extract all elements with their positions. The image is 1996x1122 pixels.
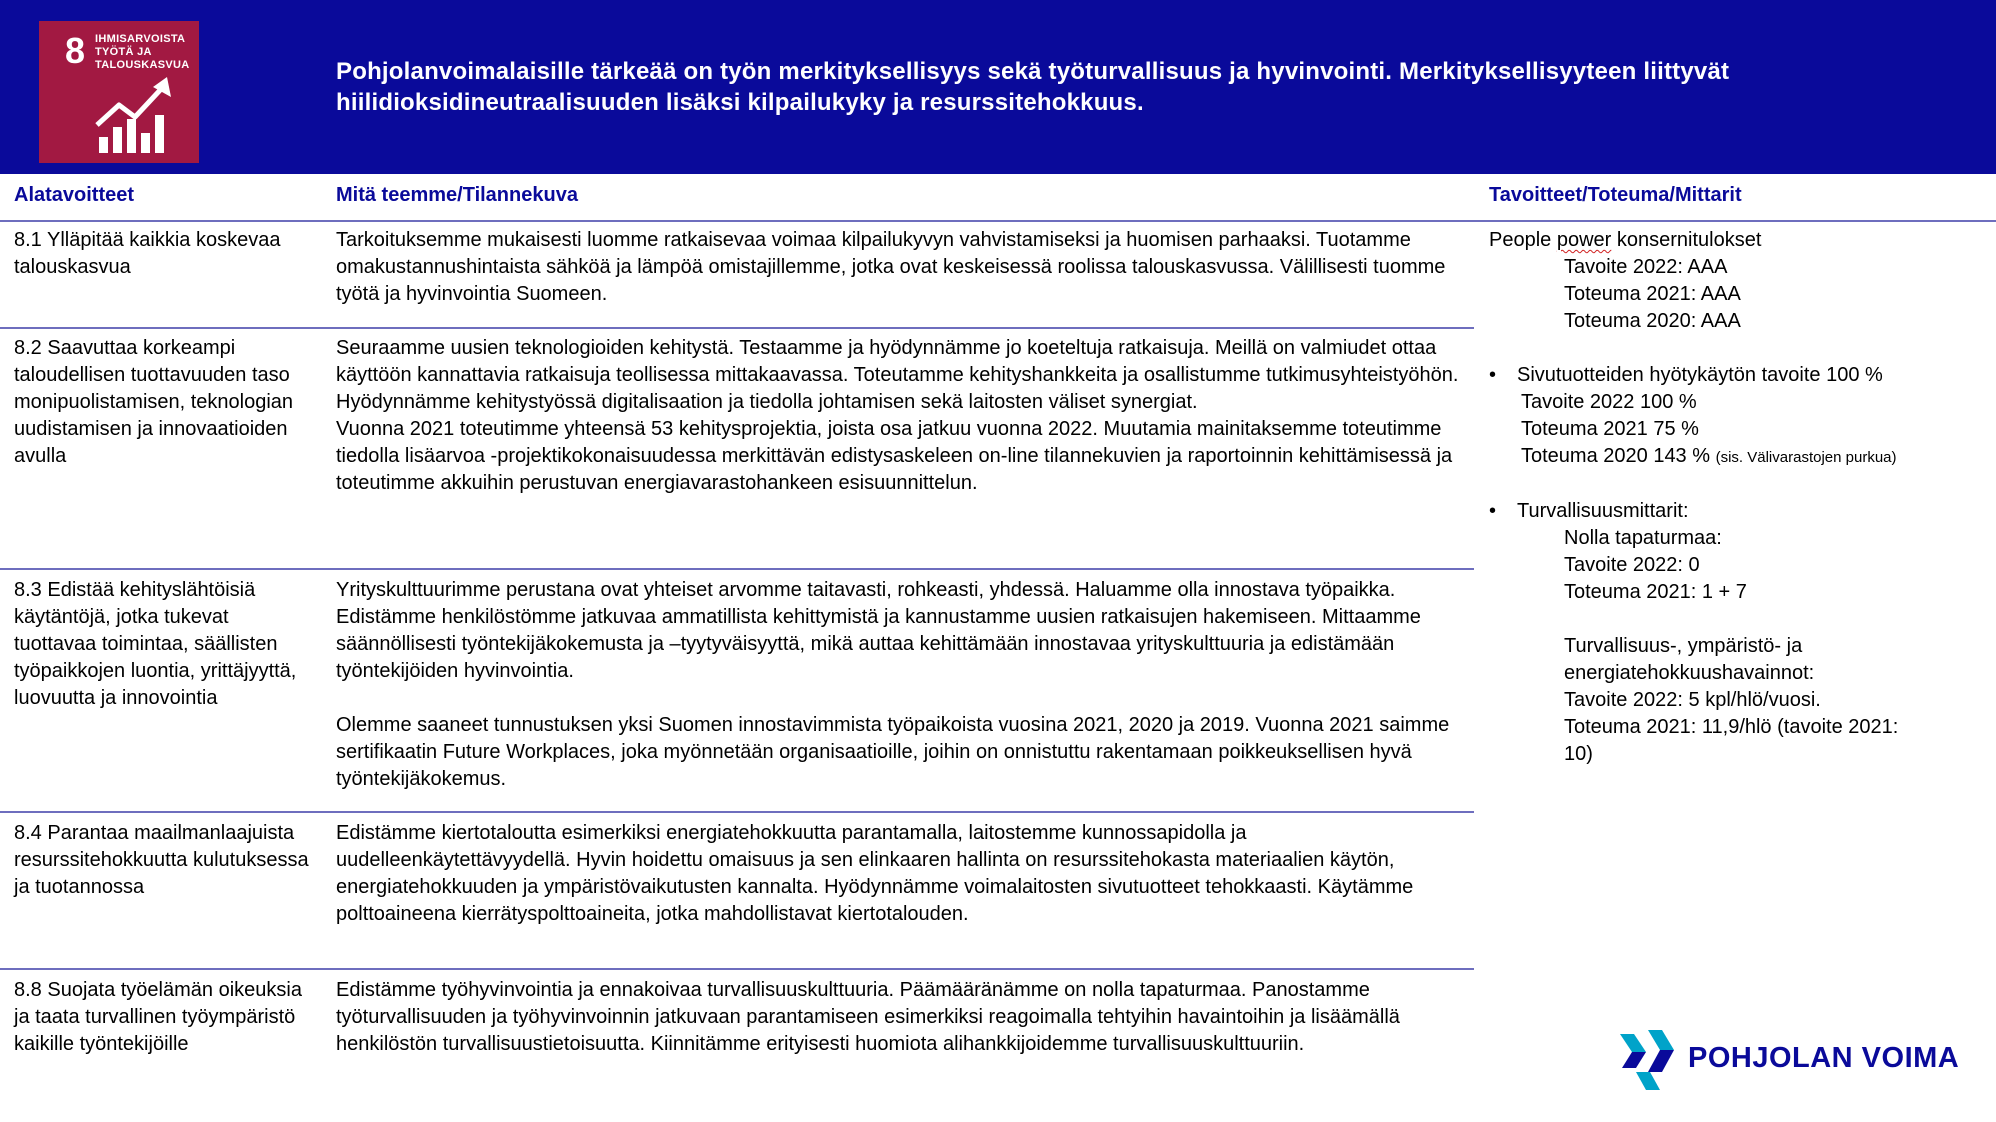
sdg-8-badge [39, 21, 199, 163]
people-power-heading [1489, 227, 1969, 254]
sdg-title-line: TALOUSKASVUA [95, 59, 190, 71]
action-paragraph: Yrityskulttuurimme perustana ovat yhteiset arvomme taitavasti, rohkeasti, yhdessä. Haluamme olla innostava työpaikka. Edistämme henkilöstömme jatkuvaa ammatillista kehittymistä ja kannustamme uusien ratkaisujen hakemiseen. Mittaamme säännöllisesti työntekijäkokemusta ja –tyytyväisyyttä, mikä auttaa kehittämään innostavaa yrityskulttuuria ja edistämään työntekijöiden hyvinvointia. [336, 579, 1421, 682]
action-8-1 [336, 227, 1466, 308]
action-paragraph: Edistämme kiertotaloutta esimerkiksi energiatehokkuutta parantamalla, laitostemme kunnossapidolla ja uudelleenkäytettävyydellä. Hyvin hoidettu omaisuus ja sen elinkaaren hallinta on resurssitehokasta materiaalien käytön, energiatehokkuuden ja ympäristövaikutusten kannalta. Hyödynnämme voimalaitosten sivutuotteet tehokkaasti. Käytämme polttoaineena kierrätyspolttoaineita, jotka mahdollistavat kiertotalouden. [336, 822, 1414, 925]
pohjolan-voima-logo [1614, 1028, 1994, 1094]
metric-line: Tavoite 2022: AAA [1564, 256, 1728, 278]
metrics-spacer [1489, 606, 1969, 633]
action-8-4 [336, 820, 1466, 928]
action-paragraph: Tarkoituksemme mukaisesti luomme ratkaisevaa voimaa kilpailukyvyn vahvistamiseksi ja huomisen parhaaksi. Tuotamme omakustannushintaista sähköä ja lämpöä omistajillemme, jotka ovat keskeisessä roolissa talouskasvussa. Välillisesti tuomme työtä ja hyvinvointia Suomeen. [336, 229, 1446, 305]
row-divider [0, 220, 1474, 222]
metric-line: energiatehokkuushavainnot: [1564, 662, 1815, 684]
safety-heading: • Turvallisuusmittarit: [1489, 498, 1969, 525]
goal-8-3: 8.3 Edistää kehityslähtöisiä käytäntöjä, jotka tukevat tuottavaa toimintaa, säällisten työpaikkojen luontia, yrittäjyyttä, luovuutta ja innovointia [14, 579, 297, 709]
metric-line: Nolla tapaturmaa: [1564, 527, 1722, 549]
metric-line: Tavoite 2022: 5 kpl/hlö/vuosi. [1564, 689, 1821, 711]
metric-line: Toteuma 2021: 11,9/hlö (tavoite 2021: [1564, 716, 1899, 738]
metrics-panel [1489, 227, 1969, 768]
metric-line: Toteuma 2021 75 % [1521, 418, 1699, 440]
paragraph-spacer [336, 685, 1466, 712]
metrics-spacer [1489, 335, 1969, 362]
sdg-title-line: IHMISARVOISTA [95, 33, 186, 45]
metric-line: Toteuma 2021: AAA [1564, 283, 1741, 305]
pohjolan-voima-mark-icon [1614, 1028, 1684, 1094]
action-8-3 [336, 577, 1466, 793]
header-banner [0, 0, 1996, 174]
row-divider [0, 327, 1474, 329]
action-paragraph: Seuraamme uusien teknologioiden kehitystä. Testaamme ja hyödynnämme jo koeteltuja ratkaisuja. Meillä on valmiudet ottaa käyttöön kannattavia ratkaisuja teollisessa mittakaavassa. Toteutamme kehityshankkeita ja osallistumme tutkimusyhteistyöhön. Hyödynnämme kehitystyössä digitalisaation ja tiedolla johtamisen sekä laitosten väliset synergiat. [336, 337, 1459, 413]
column-header-actions: Mitä teemme/Tilannekuva [336, 184, 578, 206]
metric-note: (sis. Välivarastojen purkua) [1715, 449, 1897, 466]
sdg-number: 8 [65, 30, 86, 71]
column-header-goals: Alatavoitteet [14, 184, 135, 206]
metric-line: 10) [1564, 743, 1593, 765]
growth-chart-icon [39, 21, 199, 163]
action-8-8 [336, 977, 1466, 1058]
action-paragraph: Olemme saaneet tunnustuksen yksi Suomen innostavimmista työpaikoista vuosina 2021, 2020 ja 2019. Vuonna 2021 saimme sertifikaatin Future Workplaces, joka myönnetään organisaatioille, joihin on onnistuttu rakentamaan poikkeuksellisen hyvä työntekijäkokemus. [336, 714, 1450, 790]
metric-line [1489, 443, 1969, 471]
action-paragraph: Vuonna 2021 toteutimme yhteensä 53 kehitysprojektia, joista osa jatkuu vuonna 2022. Muutamia mainitaksemme toteutimme tiedolla lisäarvoa -projektikokonaisuudessa merkittävän edistysaskeleen on-line tilannekuvien ja raportoinnin kehittämisessä ja toteutimme akkuihin perustuvan energiavarastohankeen esisuunnittelun. [336, 418, 1453, 494]
column-header-metrics: Tavoitteet/Toteuma/Mittarit [1489, 184, 1742, 206]
metric-line: Toteuma 2021: 1 + 7 [1564, 581, 1747, 603]
row-divider [1474, 220, 1996, 222]
row-divider [0, 811, 1474, 813]
goal-8-2: 8.2 Saavuttaa korkeampi taloudellisen tuottavuuden taso monipuolistamisen, teknologian uudistamisen ja innovaatioiden avulla [14, 337, 294, 467]
people-power-text: konsernitulokset [1611, 229, 1762, 251]
goal-8-8: 8.8 Suojata työelämän oikeuksia ja taata turvallinen työympäristö kaikille työntekijöille [14, 979, 302, 1055]
row-divider [0, 568, 1474, 570]
metric-line: Turvallisuus-, ympäristö- ja [1564, 635, 1803, 657]
byproduct-heading: • Sivutuotteiden hyötykäytön tavoite 100 % [1489, 362, 1969, 389]
people-power-text: power [1556, 229, 1612, 251]
goal-8-1: 8.1 Ylläpitää kaikkia koskevaa talouskasvua [14, 229, 281, 278]
row-divider [0, 968, 1474, 970]
action-8-2 [336, 335, 1466, 497]
metric-line: Toteuma 2020: AAA [1564, 310, 1741, 332]
logo-text: POHJOLAN VOIMA [1688, 1042, 1960, 1074]
metric-line: Tavoite 2022: 0 [1564, 554, 1700, 576]
people-power-text: People [1489, 229, 1557, 251]
metric-line-value: Toteuma 2020 143 % [1521, 445, 1716, 467]
sdg-title-line: TYÖTÄ JA [95, 46, 152, 58]
metrics-spacer [1489, 471, 1969, 498]
goal-8-4: 8.4 Parantaa maailmanlaajuista resurssitehokkuutta kulutuksessa ja tuotannossa [14, 822, 309, 898]
action-paragraph: Edistämme työhyvinvointia ja ennakoivaa turvallisuuskulttuuria. Päämääränämme on nolla tapaturmaa. Panostamme työturvallisuuden ja työhyvinvoinnin jatkuvaan parantamiseen esimerkiksi reagoimalla tehtyihin havaintoihin ja lisäämällä henkilöstön turvallisuustietoisuutta. Kiinnitämme erityisesti huomiota alihankkijoidemme turvallisuuskulttuuriin. [336, 979, 1400, 1055]
metric-line: Tavoite 2022 100 % [1521, 391, 1697, 413]
page-headline: Pohjolanvoimalaisille tärkeää on työn merkityksellisyys sekä työturvallisuus ja hyvinvointi. Merkityksellisyyteen liittyvät hiilidioksidineutraalisuuden lisäksi kilpailukyky ja resurssitehokkuus. [336, 58, 1730, 116]
